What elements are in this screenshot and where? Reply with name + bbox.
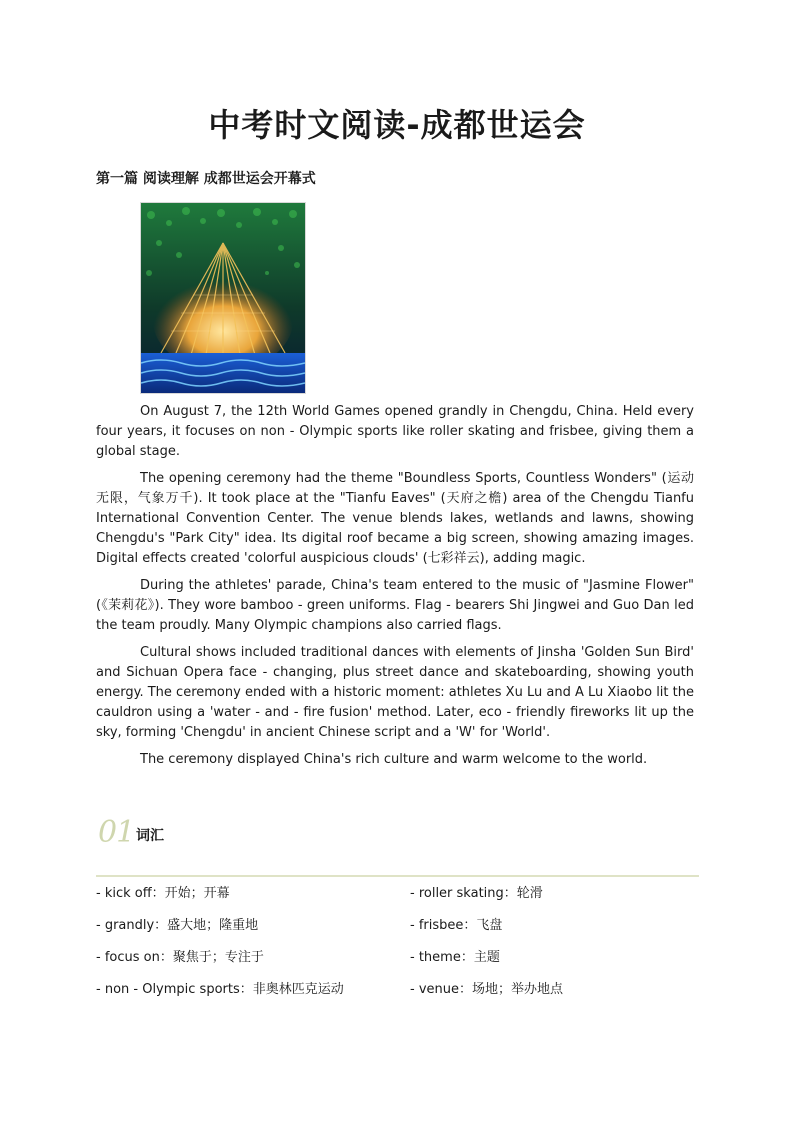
vocab-item: - venue：场地；举办地点 — [410, 982, 563, 997]
article-body — [96, 402, 694, 777]
vocab-section-number: 01 — [98, 815, 135, 850]
section-heading: 第一篇 阅读理解 成都世运会开幕式 — [96, 171, 316, 187]
vocab-item: - focus on：聚焦于；专注于 — [96, 950, 264, 965]
vocab-item: - frisbee：飞盘 — [410, 918, 503, 933]
article-paragraph: The opening ceremony had the theme "Boundless Sports, Countless Wonders" (运动无限，气象万千). It took place at the "Tianfu Eaves" (天府之檐) area of the Chengdu Tianfu International Convention Center. The venue blends lakes, wetlands and lawns, showing Chengdu's "Park City" idea. Its digital roof became a big screen, showing amazing images. Digital effects created 'colorful auspicious clouds' (七彩祥云), adding magic. — [96, 471, 694, 566]
vocab-list — [96, 884, 699, 1000]
ceremony-illustration — [141, 203, 305, 393]
page-title: 中考时文阅读-成都世运会 — [208, 106, 586, 144]
vocab-section-label: 词汇 — [136, 828, 164, 844]
article-paragraph: The ceremony displayed China's rich culture and warm welcome to the world. — [140, 752, 648, 767]
vocab-item: - roller skating：轮滑 — [410, 886, 543, 901]
ceremony-photo — [140, 202, 306, 394]
vocab-item: - grandly：盛大地；隆重地 — [96, 918, 259, 933]
vocab-item: - kick off：开始；开幕 — [96, 886, 230, 901]
article-paragraph: On August 7, the 12th World Games opened grandly in Chengdu, China. Held every four years, it focuses on non - Olympic sports like roller skating and frisbee, giving them a global stage. — [96, 404, 694, 459]
article-paragraph: During the athletes' parade, China's team entered to the music of "Jasmine Flower" (《茉莉花》). They wore bamboo - green uniforms. Flag - bearers Shi Jingwei and Guo Dan led the team proudly. Many Olympic champions also carried flags. — [96, 578, 694, 633]
vocab-section-header — [98, 815, 698, 855]
vocab-divider — [96, 875, 699, 877]
article-paragraph: Cultural shows included traditional dances with elements of Jinsha 'Golden Sun Bird' and Sichuan Opera face - changing, plus street dance and skateboarding, showing youth energy. The ceremony ended with a historic moment: athletes Xu Lu and A Lu Xiaobo lit the cauldron using a 'water - and - fire fusion' method. Later, eco - friendly fireworks lit up the sky, forming 'Chengdu' in ancient Chinese script and a 'W' for 'World'. — [96, 645, 694, 740]
vocab-item: - theme：主题 — [410, 950, 500, 965]
vocab-item: - non - Olympic sports：非奥林匹克运动 — [96, 982, 344, 997]
